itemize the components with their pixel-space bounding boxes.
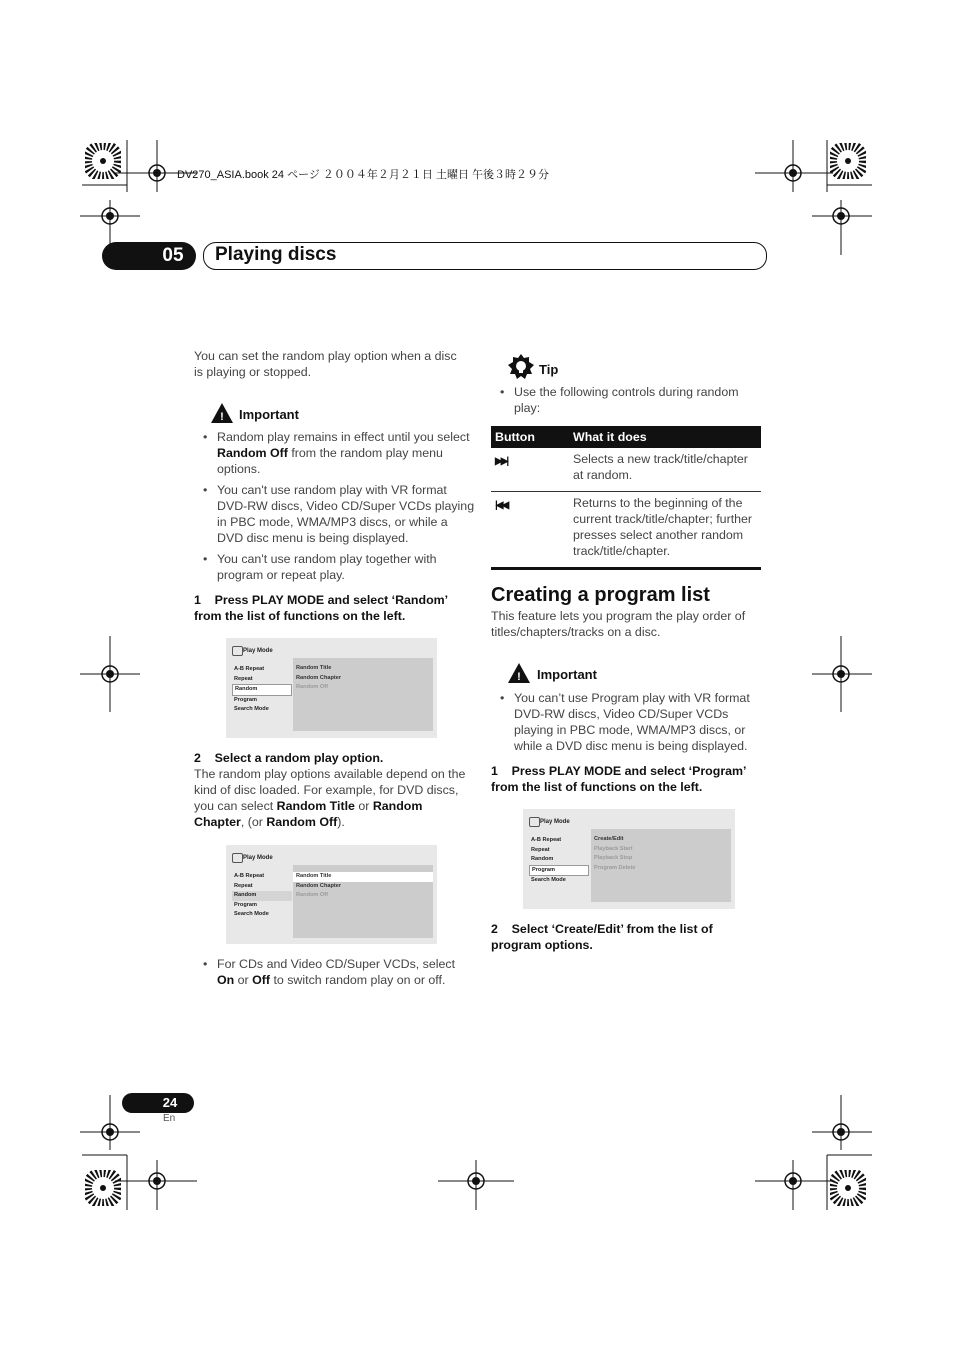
disc-icon: [529, 817, 540, 827]
intro-paragraph: You can set the random play option when a disc is playing or stopped.: [194, 349, 457, 379]
registration-mark-icon: [94, 658, 126, 690]
table-header: Button: [491, 426, 569, 448]
table-cell: Returns to the beginning of the current track/title/chapter; further presses select another random track/title/chapter.: [569, 492, 761, 569]
step-instruction: 2 Select ‘Create/Edit’ from the list of program options.: [491, 922, 717, 952]
registration-mark-icon: [777, 157, 809, 189]
menu-item[interactable]: A-B Repeat: [531, 837, 562, 843]
options-panel: [293, 865, 433, 938]
starburst-mark-icon: [85, 143, 121, 179]
option-item[interactable]: Random Off: [296, 684, 329, 691]
menu-item[interactable]: Repeat: [234, 675, 253, 682]
registration-mark-icon: [825, 658, 857, 690]
registration-mark-icon: [460, 1165, 492, 1197]
menu-item[interactable]: A-B Repeat: [234, 873, 265, 879]
registration-mark-icon: [825, 200, 857, 232]
step-instruction: 1 Press PLAY MODE and select ‘Random’ from the list of functions on the left.: [194, 593, 451, 623]
screen-program-menu: [523, 809, 735, 909]
options-panel: [293, 658, 433, 731]
svg-text:!: !: [220, 411, 224, 423]
important-heading: Important: [537, 667, 597, 682]
screen-title: Play Mode: [243, 855, 273, 861]
tip-lightbulb-icon: [507, 353, 535, 381]
menu-item[interactable]: Program: [234, 901, 258, 908]
menu-item[interactable]: Search Mode: [234, 911, 269, 918]
tip-heading: Tip: [539, 362, 559, 377]
option-item[interactable]: Random Off: [296, 892, 329, 899]
option-item[interactable]: Program Delete: [594, 864, 636, 871]
screen-random-options: [226, 845, 437, 944]
list-item: • You can't use random play with VR format DVD-RW discs, Video CD/Super VCDs playing in PBC mode, WMA/MP3 discs, or while a DVD disc menu is being displayed.: [203, 483, 475, 545]
screen-title: Play Mode: [540, 819, 570, 825]
chapter-number: 05: [102, 242, 196, 270]
list-item: • Use the following controls during random play:: [500, 385, 739, 415]
important-heading: Important: [239, 407, 299, 422]
menu-item[interactable]: Search Mode: [531, 877, 566, 884]
registration-mark-icon: [94, 1116, 126, 1148]
starburst-mark-icon: [830, 143, 866, 179]
important-warning-icon: [210, 402, 234, 424]
print-header: DV270_ASIA.book 24 ページ ２００４年２月２１日 土曜日 午後３時２９分: [177, 169, 550, 181]
previous-track-icon: |◀◀: [491, 492, 569, 569]
page-number: 24: [122, 1093, 194, 1113]
table-row: [491, 492, 761, 569]
options-panel: [591, 829, 731, 902]
list-item: • You can’t use Program play with VR format DVD-RW discs, Video CD/Super VCDs playing in PBC mode, WMA/MP3 discs, or while a DVD disc menu is being displayed.: [500, 691, 750, 753]
registration-mark-icon: [777, 1165, 809, 1197]
disc-icon: [232, 646, 243, 656]
registration-mark-icon: [94, 200, 126, 232]
screen-title: Play Mode: [243, 648, 273, 654]
table-cell: Selects a new track/title/chapter at random.: [569, 448, 761, 492]
registration-mark-icon: [141, 1165, 173, 1197]
page-language: En: [163, 1113, 176, 1124]
table-header: What it does: [569, 426, 761, 448]
table-row: [491, 448, 761, 492]
menu-item[interactable]: Program: [234, 696, 258, 703]
step-instruction: 1 Press PLAY MODE and select ‘Program’ from the list of functions on the left.: [491, 764, 750, 794]
disc-icon: [232, 853, 243, 863]
menu-item[interactable]: A-B Repeat: [234, 666, 265, 672]
menu-item-selected[interactable]: Random: [232, 684, 292, 696]
option-item[interactable]: Random Title: [296, 665, 332, 671]
option-item[interactable]: Random Chapter: [296, 882, 342, 889]
section-heading: Creating a program list: [491, 584, 710, 606]
list-item: • Random play remains in effect until you select Random Off from the random play menu options.: [203, 430, 470, 476]
menu-item[interactable]: Search Mode: [234, 706, 269, 713]
screen-random-menu: [226, 638, 437, 738]
option-item-selected[interactable]: Random Title: [293, 872, 433, 882]
option-item[interactable]: Playback Stop: [594, 855, 633, 862]
menu-item[interactable]: Random: [531, 856, 554, 863]
option-item[interactable]: Random Chapter: [296, 674, 342, 681]
chapter-title: Playing discs: [215, 244, 337, 265]
important-warning-icon: [507, 662, 531, 684]
svg-text:!: !: [517, 671, 521, 683]
menu-item-selected[interactable]: Program: [529, 865, 589, 877]
menu-item[interactable]: Random: [232, 891, 292, 901]
step-body: The random play options available depend on the kind of disc loaded. For example, for DVD discs, you can select Random Title or Random Chapter, (or Random Off).: [194, 767, 466, 829]
list-item: • For CDs and Video CD/Super VCDs, select On or Off to switch random play on or off.: [203, 957, 456, 987]
controls-table: [491, 426, 761, 570]
starburst-mark-icon: [830, 1170, 866, 1206]
option-item[interactable]: Create/Edit: [594, 836, 624, 842]
step-instruction: 2 Select a random play option.: [194, 751, 384, 765]
starburst-mark-icon: [85, 1170, 121, 1206]
menu-item[interactable]: Repeat: [531, 846, 550, 853]
option-item[interactable]: Playback Start: [594, 845, 633, 852]
list-item: • You can't use random play together with program or repeat play.: [203, 552, 437, 582]
menu-item[interactable]: Repeat: [234, 882, 253, 889]
registration-mark-icon: [825, 1116, 857, 1148]
registration-mark-icon: [141, 157, 173, 189]
section-intro: This feature lets you program the play order of titles/chapters/tracks on a disc.: [491, 609, 746, 639]
next-track-icon: ▶▶|: [491, 448, 569, 492]
